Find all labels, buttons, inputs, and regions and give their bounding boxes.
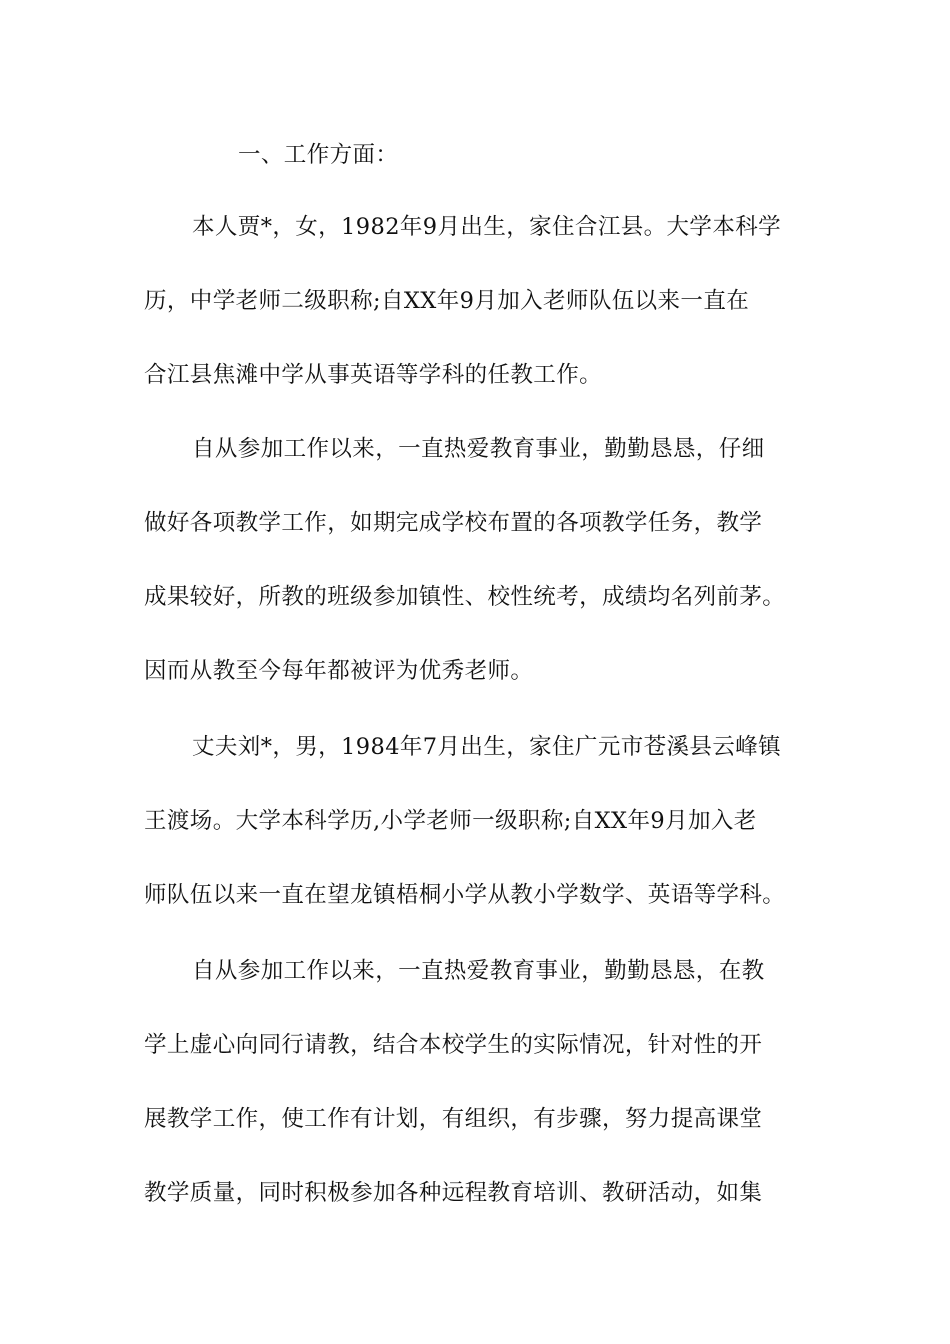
paragraph-line: 本人贾*，女，1982年9月出生，家住合江县。大学本科学	[192, 214, 782, 240]
paragraph-line: 自从参加工作以来，一直热爱教育事业，勤勤恳恳，仔细	[192, 436, 765, 462]
paragraph-line: 丈夫刘*，男，1984年7月出生，家住广元市苍溪县云峰镇	[192, 734, 782, 760]
paragraph-line: 王渡场。大学本科学历,小学老师一级职称;自XX年9月加入老	[144, 808, 757, 834]
paragraph-line: 因而从教至今每年都被评为优秀老师。	[144, 658, 534, 684]
paragraph-line: 做好各项教学工作，如期完成学校布置的各项教学任务，教学	[144, 510, 763, 536]
paragraph-line: 自从参加工作以来，一直热爱教育事业，勤勤恳恳，在教	[192, 958, 765, 984]
paragraph-line: 成果较好，所教的班级参加镇性、校性统考，成绩均名列前茅。	[144, 584, 786, 610]
paragraph-line: 师队伍以来一直在望龙镇梧桐小学从教小学数学、英语等学科。	[144, 882, 786, 908]
paragraph-line: 历，中学老师二级职称;自XX年9月加入老师队伍以来一直在	[144, 288, 750, 314]
section-heading: 一、工作方面：	[238, 142, 399, 168]
paragraph-line: 学上虚心向同行请教，结合本校学生的实际情况，针对性的开	[144, 1032, 763, 1058]
paragraph-line: 展教学工作，使工作有计划，有组织，有步骤，努力提高课堂	[144, 1106, 763, 1132]
paragraph-line: 教学质量，同时积极参加各种远程教育培训、教研活动，如集	[144, 1180, 763, 1206]
paragraph-line: 合江县焦滩中学从事英语等学科的任教工作。	[144, 362, 603, 388]
